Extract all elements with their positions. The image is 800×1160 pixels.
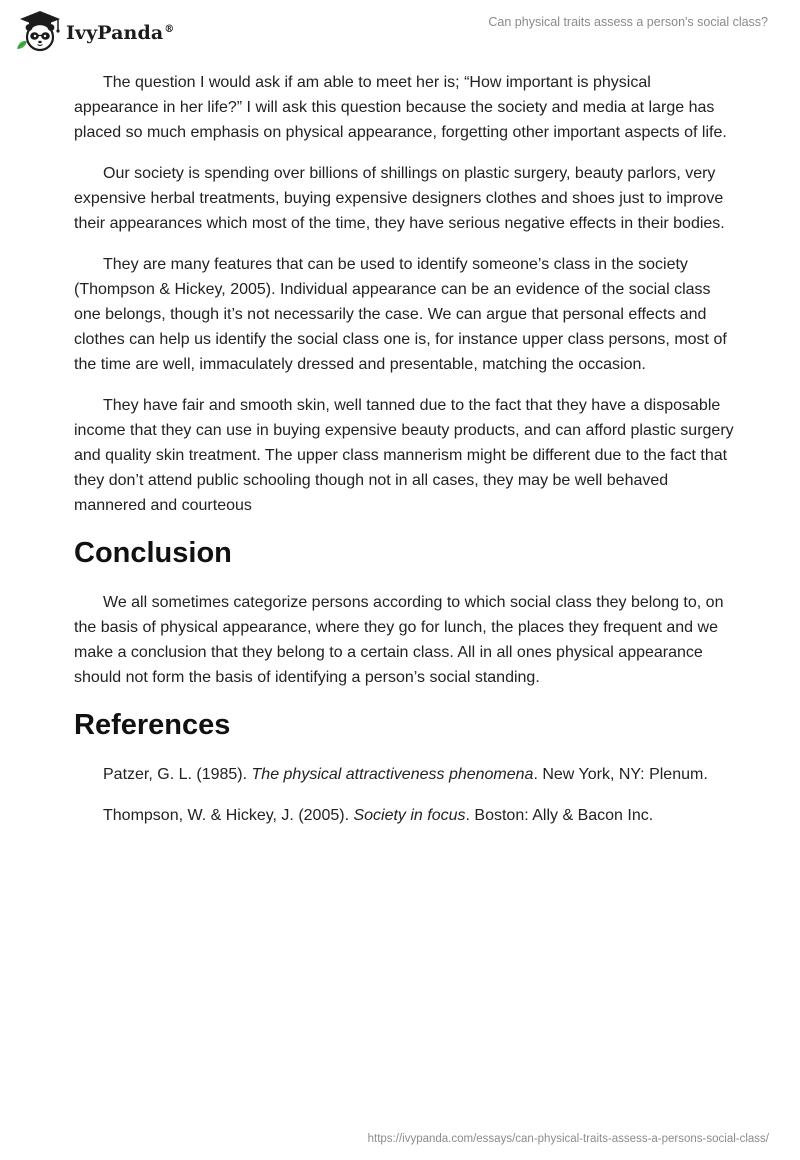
- reference-item: [74, 803, 734, 828]
- essay-content: [74, 70, 734, 844]
- references-heading: References: [74, 709, 231, 741]
- body-paragraph-2: Our society is spending over billions of shillings on plastic surgery, beauty parlors, very expensive herbal treatments, buying expensive designers clothes and shoes just to improve their appearances which most of the time, they have serious negative effects in their bodies.: [74, 165, 725, 232]
- brand-name-text: IvyPanda: [66, 22, 164, 44]
- body-paragraph-4: They have fair and smooth skin, well tanned due to the fact that they have a disposable income that they can use in buying expensive beauty products, and can afford plastic surgery and quality skin treatment. The upper class mannerism might be different due to the fact that they don’t attend public schooling though not in all cases, they may be well behaved mannered and courteous: [74, 397, 734, 514]
- reference-item: [74, 762, 734, 787]
- source-url[interactable]: https://ivypanda.com/essays/can-physical-traits-assess-a-persons-social-class/: [367, 1133, 769, 1145]
- panda-graduate-icon: [14, 8, 64, 54]
- reference-author: Thompson, W. & Hickey, J. (2005).: [103, 807, 354, 824]
- brand-name: [66, 22, 174, 44]
- reference-title: Society in focus: [353, 807, 466, 824]
- body-paragraph-3: They are many features that can be used to identify someone’s class in the society (Thompson & Hickey, 2005). Individual appearance can be an evidence of the social class one belongs, though it’s not necessarily the case. We can argue that personal effects and clothes can help us identify the social class one is, for instance upper class persons, most of the time are well, immaculately dressed and presentable, matching the occasion.: [74, 256, 727, 373]
- ivypanda-logo[interactable]: [14, 8, 174, 54]
- reference-title: The physical attractiveness phenomena: [251, 766, 534, 783]
- body-paragraph-1: The question I would ask if am able to meet her is; “How important is physical appearance in her life?” I will ask this question because the society and media at large has placed so much emphasis on physical appearance, forgetting other important aspects of life.: [74, 74, 727, 141]
- reference-publisher: . Boston: Ally & Bacon Inc.: [465, 807, 654, 824]
- reference-publisher: . New York, NY: Plenum.: [533, 766, 708, 783]
- page-title: Can physical traits assess a person's social class?: [488, 15, 768, 29]
- page-header: [0, 0, 800, 60]
- conclusion-paragraph: We all sometimes categorize persons according to which social class they belong to, on the basis of physical appearance, where they go for lunch, the places they frequent and we make a conclusion that they belong to a certain class. All in all ones physical appearance should not form the basis of identifying a person’s social standing.: [74, 594, 724, 686]
- registered-mark: ®: [164, 23, 175, 35]
- conclusion-heading: Conclusion: [74, 537, 232, 569]
- reference-author: Patzer, G. L. (1985).: [103, 766, 252, 783]
